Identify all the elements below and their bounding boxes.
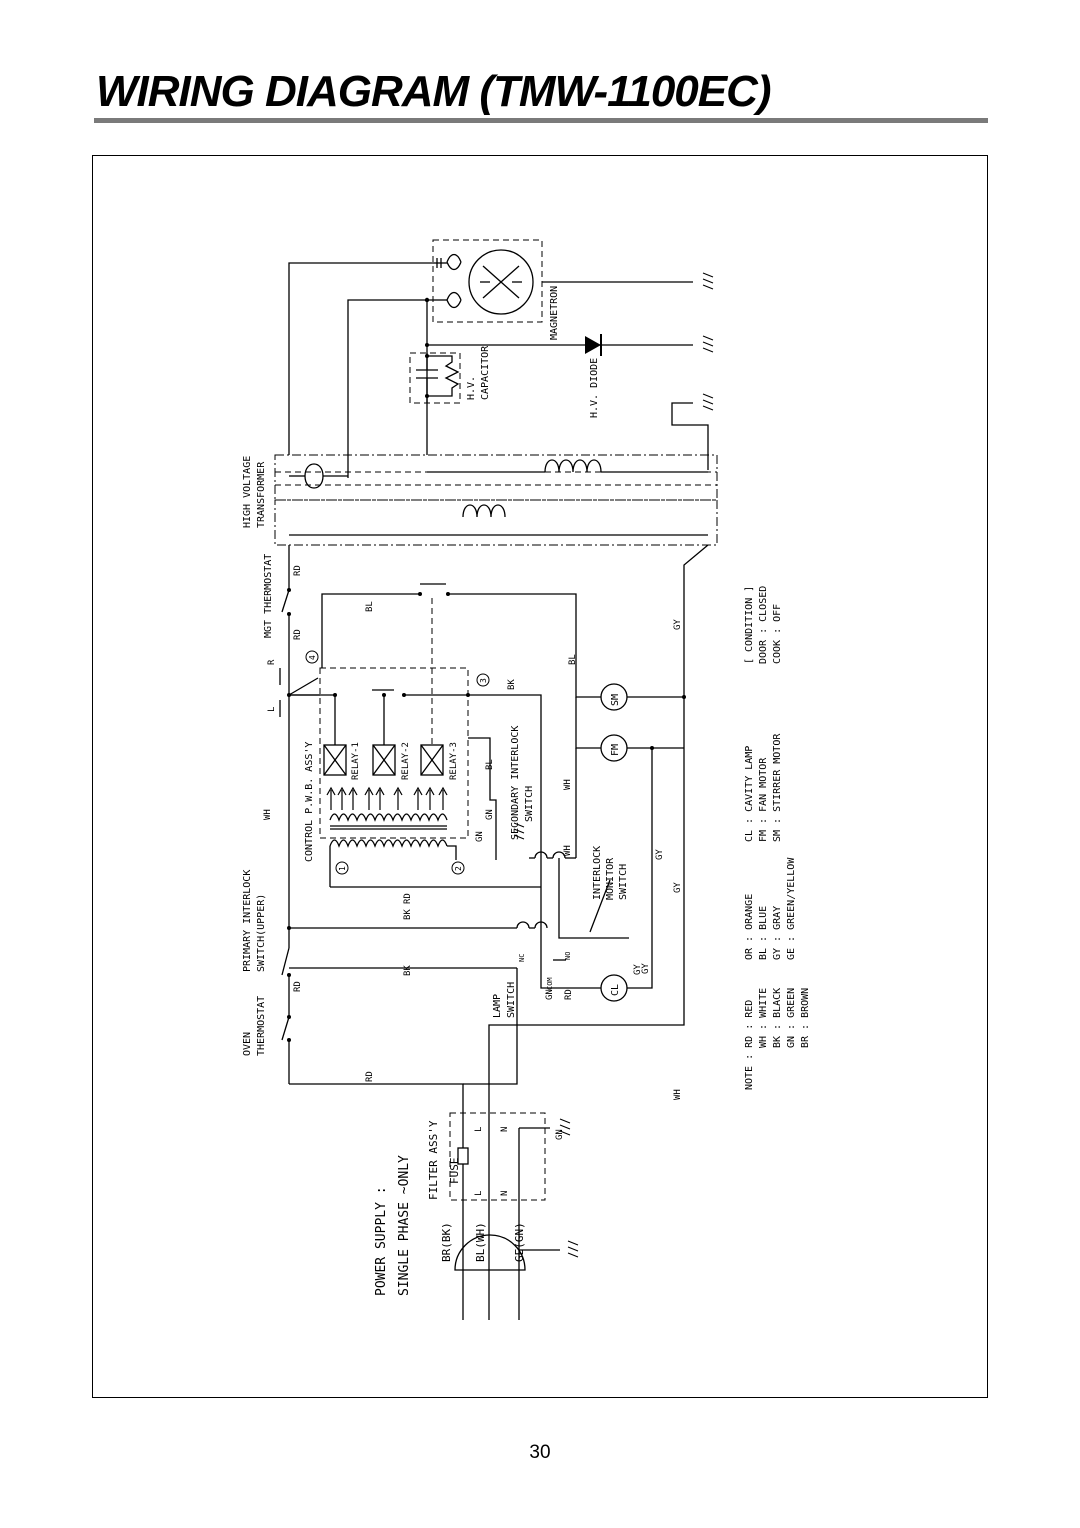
hv-transformer-label-2: TRANSFORMER (256, 461, 267, 528)
wire-wh-mid-2: WH (563, 845, 573, 856)
wire-bl-sec: BL (485, 759, 495, 770)
primary-interlock-label-1: PRIMARY INTERLOCK (242, 869, 253, 972)
wire-rd-mgt-1: RD (293, 565, 303, 576)
node-4: 4 (308, 655, 317, 660)
wire-rd-primary: RD (293, 981, 303, 992)
no-label: NO (564, 951, 572, 960)
node-2: 2 (454, 866, 463, 871)
nc-label: NC (518, 953, 526, 962)
relay-3-label: RELAY-3 (449, 742, 459, 780)
legend-color-bk: BK : BLACK (772, 987, 783, 1048)
wire-wh-mid: WH (563, 779, 573, 790)
left-chain (242, 545, 463, 1120)
wire-bk-1: BK (403, 909, 413, 920)
legend-color-ge: GE : GREEN/YELLOW (786, 857, 797, 960)
wire-bk-mid: BK (507, 679, 517, 690)
wire-gn-sec-2: GN (475, 831, 485, 842)
lamp-switch-label-1: LAMP (492, 993, 503, 1018)
wire-rd-mgt-2: RD (293, 629, 303, 640)
hv-capacitor-label-2: CAPACITOR (480, 345, 491, 400)
wire-rd-lamp: RD (564, 989, 574, 1000)
terminal-l-label: L (267, 706, 277, 712)
node-1: 1 (338, 866, 347, 871)
wire-gy-low: GY (641, 963, 651, 974)
plug-br-label: BR(BK) (440, 1222, 453, 1262)
fuse-label: FUSE (448, 1157, 461, 1184)
terminal-l-top: L (474, 1126, 484, 1132)
condition-cook: COOK : OFF (772, 603, 783, 664)
wire-rd-bottom: RD (365, 1071, 375, 1082)
interlock-monitor-label-1: INTERLOCK (592, 845, 603, 900)
legend-color-br: BR : BROWN (800, 987, 811, 1048)
plug-bl-label: BL(WH) (474, 1222, 487, 1262)
legend-color-rd: NOTE : RD : RED (744, 999, 755, 1090)
legend-fm: FM : FAN MOTOR (758, 757, 769, 842)
magnetron (433, 240, 713, 340)
node-3: 3 (479, 678, 488, 683)
page-title: WIRING DIAGRAM (TMW-1100EC) (96, 67, 771, 116)
power-supply-label-1: POWER SUPPLY : (374, 1186, 389, 1296)
filter-assy-label: FILTER ASS'Y (427, 1120, 440, 1200)
relay-2-label: RELAY-2 (401, 742, 411, 780)
hv-capacitor-label-1: H.V. (466, 375, 477, 400)
wire-wh-right: WH (673, 1089, 683, 1100)
page-number: 30 (529, 1442, 551, 1463)
legend-cl: CL : CAVITY LAMP (744, 745, 755, 842)
oven-thermostat-label-2: THERMOSTAT (256, 995, 267, 1056)
wire-gn-filter: GN (555, 1129, 565, 1140)
legend-color-gy: GY : GRAY (772, 905, 783, 960)
wire-gy-top: GY (673, 619, 683, 630)
cl-label: CL (610, 983, 621, 996)
control-pwb (289, 584, 489, 887)
condition-door: DOOR : CLOSED (758, 585, 769, 664)
oven-thermostat-label-1: OVEN (242, 1031, 253, 1056)
primary-interlock-label-2: SWITCH(UPPER) (256, 893, 267, 972)
legend-sm: SM : STIRRER MOTOR (772, 733, 783, 842)
wire-gy-lamp: GY (633, 964, 643, 975)
color-legend (744, 857, 811, 1090)
terminal-n-bottom: N (500, 1190, 510, 1196)
hv-transformer-label-1: HIGH VOLTAGE (242, 455, 253, 528)
mgt-thermostat-label: MGT THERMOSTAT (263, 553, 274, 638)
legend-color-or: OR : ORANGE (744, 893, 755, 960)
power-supply (374, 1155, 578, 1320)
terminal-n-top: N (500, 1126, 510, 1132)
wire-gy-mid: GY (655, 849, 665, 860)
power-supply-label-2: SINGLE PHASE ~ONLY (397, 1155, 412, 1296)
legend-color-wh: WH : WHITE (758, 987, 769, 1048)
wire-wh-left: WH (263, 809, 273, 820)
wire-bl-right: BL (568, 654, 578, 665)
interlock-monitor-label-3: SWITCH (618, 863, 629, 900)
fm-label: FM (610, 743, 621, 756)
wire-rd-mid: RD (403, 893, 413, 904)
sm-label: SM (610, 693, 621, 706)
top-wiring (289, 263, 433, 478)
wire-bl-top: BL (365, 601, 375, 612)
secondary-interlock-label-2: SWITCH (524, 785, 535, 822)
wire-gn-sec: GN (485, 809, 495, 820)
hv-capacitor (410, 345, 491, 403)
legend-color-bl: BL : BLUE (758, 905, 769, 960)
magnetron-label: MAGNETRON (549, 285, 560, 340)
parts-legend (744, 733, 783, 842)
com-label: COM (546, 977, 554, 990)
condition-title: [ CONDITION ] (744, 585, 755, 664)
plug-ge-label: GE(GN) (513, 1222, 526, 1262)
terminal-r-label: R (267, 659, 277, 665)
secondary-interlock-label-1: SECONDARY INTERLOCK (510, 725, 521, 840)
condition-legend (744, 586, 783, 664)
core-ground (672, 394, 713, 470)
hv-transformer (242, 455, 717, 545)
wire-gy-right: GY (673, 882, 683, 893)
interlock-monitor-label-2: MONITOR (605, 857, 616, 900)
wire-bk-2: BK (403, 965, 413, 976)
terminal-l-bottom: L (474, 1190, 484, 1196)
relay-1-label: RELAY-1 (351, 742, 361, 780)
control-pwb-label: CONTROL P.W.B. ASS'Y (304, 741, 315, 862)
lamp-switch-label-2: SWITCH (506, 981, 517, 1018)
legend-color-gn: GN : GREEN (786, 987, 797, 1048)
wire-gn-lamp: GN (545, 989, 555, 1000)
hv-diode-label: H.V. DIODE (589, 357, 600, 418)
